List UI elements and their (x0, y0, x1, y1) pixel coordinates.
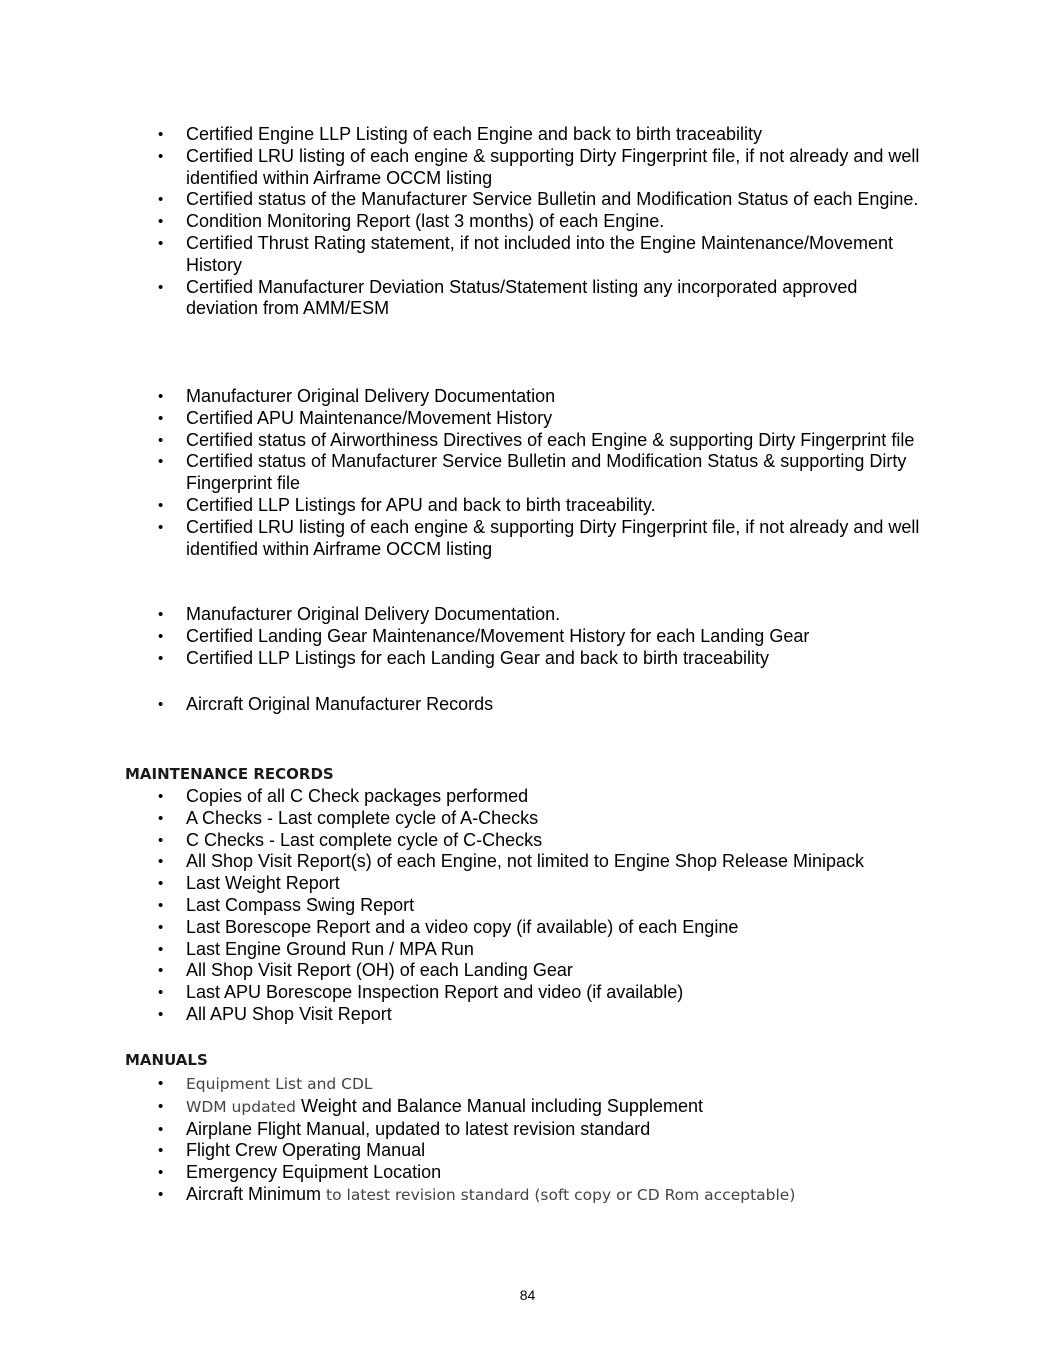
maintenance-records-heading: MAINTENANCE RECORDS (125, 765, 334, 783)
list-item: • A Checks - Last complete cycle of A-Checks (0, 808, 931, 830)
landing-gear-records-list (0, 604, 1055, 669)
maintenance-records-list (0, 786, 1055, 1026)
aircraft-records-list (0, 694, 1055, 716)
wdm-prefix: WDM updated (186, 1097, 297, 1116)
list-item: • Certified Thrust Rating statement, if not included into the Engine Maintenance/Movement History (0, 233, 931, 277)
apu-records-list (0, 386, 1055, 560)
list-item: • Certified status of Airworthiness Directives of each Engine & supporting Dirty Fingerprint file (0, 430, 931, 452)
wdm-text: Weight and Balance Manual including Supplement (301, 1095, 703, 1116)
list-item: • Flight Crew Operating Manual (0, 1140, 931, 1162)
list-item: • C Checks - Last complete cycle of C-Checks (0, 830, 931, 852)
list-item: • Last Borescope Report and a video copy (if available) of each Engine (0, 917, 931, 939)
list-item: • Last Engine Ground Run / MPA Run (0, 939, 931, 961)
list-item: • All Shop Visit Report(s) of each Engine, not limited to Engine Shop Release Minipack (0, 851, 931, 873)
list-item: • Certified Landing Gear Maintenance/Movement History for each Landing Gear (0, 626, 931, 648)
list-item: • Copies of all C Check packages performed (0, 786, 931, 808)
list-item: • Airplane Flight Manual, updated to latest revision standard (0, 1119, 931, 1141)
list-item (0, 1184, 931, 1207)
list-item: • Certified Manufacturer Deviation Status/Statement listing any incorporated approved deviation from AMM/ESM (0, 277, 931, 321)
list-item: • Certified APU Maintenance/Movement History (0, 408, 931, 430)
list-item: • Certified status of Manufacturer Service Bulletin and Modification Status & supporting Dirty Fingerprint file (0, 451, 931, 495)
list-item: • Condition Monitoring Report (last 3 months) of each Engine. (0, 211, 931, 233)
list-item: • Certified LRU listing of each engine & supporting Dirty Fingerprint file, if not already and well identified within Airframe OCCM listing (0, 146, 931, 190)
list-item (0, 1073, 931, 1096)
list-item: • Aircraft Original Manufacturer Records (0, 694, 931, 716)
list-item: • Manufacturer Original Delivery Documentation (0, 386, 931, 408)
list-item: • Certified LRU listing of each engine & supporting Dirty Fingerprint file, if not already and well identified within Airframe OCCM listing (0, 517, 931, 561)
manuals-heading: MANUALS (125, 1051, 208, 1069)
list-item: • Emergency Equipment Location (0, 1162, 931, 1184)
list-item: • Manufacturer Original Delivery Documentation. (0, 604, 931, 626)
list-item: • Certified LLP Listings for each Landing Gear and back to birth traceability (0, 648, 931, 670)
page-number: 84 (519, 1287, 536, 1303)
engine-records-list (0, 124, 1055, 320)
aircraft-minimum-text: Aircraft Minimum (186, 1183, 322, 1204)
list-item: • Certified status of the Manufacturer Service Bulletin and Modification Status of each Engine. (0, 189, 931, 211)
equipment-list-text: Equipment List and CDL (186, 1075, 373, 1093)
list-item: • Certified Engine LLP Listing of each Engine and back to birth traceability (0, 124, 931, 146)
list-item: • Last Weight Report (0, 873, 931, 895)
list-item: • Certified LLP Listings for APU and back to birth traceability. (0, 495, 931, 517)
list-item (0, 1096, 931, 1119)
aircraft-minimum-suffix: to latest revision standard (soft copy or CD Rom acceptable) (326, 1185, 796, 1204)
list-item: • All APU Shop Visit Report (0, 1004, 931, 1026)
list-item: • Last Compass Swing Report (0, 895, 931, 917)
list-item: • All Shop Visit Report (OH) of each Landing Gear (0, 960, 931, 982)
manuals-list (0, 1073, 1055, 1207)
list-item: • Last APU Borescope Inspection Report and video (if available) (0, 982, 931, 1004)
